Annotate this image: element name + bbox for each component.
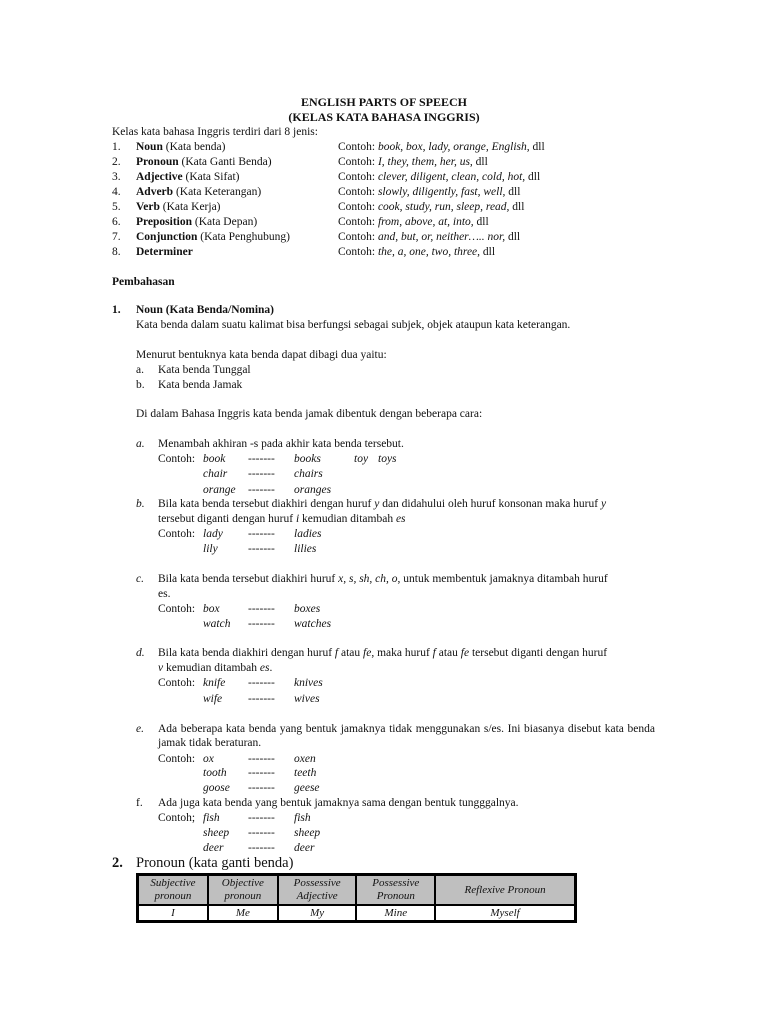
letter-v: v [158, 662, 164, 674]
letters: x, s, sh, ch, o [338, 573, 398, 585]
term-gloss: (Kata Ganti Benda) [178, 156, 272, 168]
suffix-es: es [395, 513, 406, 525]
plural-word: oranges [294, 484, 332, 496]
list-item-number: 5. [112, 201, 121, 213]
contoh-label: Contoh: [338, 216, 378, 228]
text: Bila kata benda diakhiri dengan huruf [158, 647, 335, 659]
plural-word: teeth [294, 767, 317, 779]
text: Bila kata benda tersebut diakhiri dengan huruf [158, 498, 375, 510]
term-gloss: (Kata Depan) [192, 216, 258, 228]
text: . [269, 662, 273, 674]
rule-letter: d. [136, 647, 145, 659]
plural-word: geese [294, 782, 320, 794]
term-bold: Pronoun [136, 156, 179, 168]
text: tersebut diganti dengan huruf [158, 513, 296, 525]
examples-text: slowly, diligently, fast, well, [377, 186, 506, 198]
dash-separator: ------- [248, 528, 275, 540]
examples-text: cook, study, run, sleep, read, [377, 201, 510, 213]
table-header-cell [138, 875, 208, 905]
dash-separator: ------- [248, 767, 275, 779]
singular-word: toy [354, 453, 369, 465]
text: atau [338, 647, 364, 659]
list-item-number: 8. [112, 246, 121, 258]
section-heading-pronoun: Pronoun (kata ganti benda) [136, 855, 294, 871]
contoh-label: Contoh; [158, 812, 196, 824]
singular-word: ox [203, 753, 214, 765]
plural-word: wives [294, 693, 320, 705]
dash-separator: ------- [248, 543, 275, 555]
table-header-cell [356, 875, 435, 905]
text: , maka huruf [371, 647, 433, 659]
list-item-term [136, 245, 193, 259]
singular-word: book [203, 453, 226, 465]
contoh-label: Contoh: [338, 231, 378, 243]
singular-word: sheep [203, 827, 230, 839]
term-bold: Adjective [136, 171, 183, 183]
term-bold: Preposition [136, 216, 193, 228]
dash-separator: ------- [248, 453, 275, 465]
plural-word: lilies [294, 543, 317, 555]
rule-text-continued [158, 661, 272, 675]
list-letter: a. [136, 364, 144, 376]
section-label-pembahasan: Pembahasan [112, 276, 175, 288]
term-bold: Adverb [136, 186, 174, 198]
plural-word: watches [294, 618, 332, 630]
list-item-term [136, 155, 272, 169]
dll-text: dll [509, 201, 525, 213]
rule-text: Ada juga kata benda yang bentuk jamaknya sama dengan bentuk tungggalnya. [158, 797, 519, 809]
table-cell: My [278, 905, 357, 921]
term-bold: Conjunction [136, 231, 198, 243]
dash-separator: ------- [248, 782, 275, 794]
plural-word: boxes [294, 603, 321, 615]
document-title: ENGLISH PARTS OF SPEECH [301, 95, 467, 109]
contoh-label: Contoh: [158, 753, 196, 765]
header-line: pronoun [154, 890, 192, 902]
rule-letter: e. [136, 723, 144, 735]
list-item-number: 6. [112, 216, 121, 228]
contoh-label: Contoh: [338, 141, 378, 153]
term-bold: Determiner [136, 246, 193, 258]
list-item-text: Kata benda Tunggal [158, 364, 251, 376]
section-number: 2. [112, 855, 123, 871]
header-line: Objective [221, 877, 264, 889]
text: atau [435, 647, 461, 659]
dash-separator: ------- [248, 693, 275, 705]
table-header-row [138, 875, 575, 905]
list-item-examples [338, 245, 495, 259]
contoh-label: Contoh: [158, 528, 196, 540]
rule-text: Ada beberapa kata benda yang bentuk jamaknya tidak menggunakan s/es. Ini biasanya disebut kata benda jamak tidak beraturan. [158, 723, 655, 749]
list-item-examples [338, 230, 520, 244]
letter-y: y [600, 498, 607, 510]
singular-word: fish [203, 812, 220, 824]
plural-word: oxen [294, 753, 316, 765]
list-item-examples [338, 215, 489, 229]
header-line: Adjective [296, 890, 338, 902]
examples-text: and, but, or, neither….. nor, [377, 231, 506, 243]
text: dan didahului oleh huruf konsonan maka huruf [379, 498, 601, 510]
list-item-text: Kata benda Jamak [158, 379, 243, 391]
examples-text: book, box, lady, orange, English, [377, 141, 530, 153]
contoh-label: Contoh: [338, 246, 378, 258]
contoh-label: Contoh: [338, 201, 378, 213]
dll-text: dll [480, 246, 496, 258]
list-item-examples [338, 170, 540, 184]
dll-text: dll [529, 141, 545, 153]
singular-word: tooth [203, 767, 227, 779]
header-line: Possessive [372, 877, 420, 889]
plural-word: books [294, 453, 321, 465]
dash-separator: ------- [248, 827, 275, 839]
table-cell: I [138, 905, 208, 921]
contoh-label: Contoh: [338, 171, 378, 183]
list-item-term [136, 170, 239, 184]
dll-text: dll [472, 156, 488, 168]
header-line: Possessive [293, 877, 341, 889]
contoh-label: Contoh: [158, 453, 196, 465]
list-item-number: 2. [112, 156, 121, 168]
table-header-cell [435, 875, 575, 905]
singular-word: watch [203, 618, 231, 630]
rule-text-continued [158, 512, 406, 526]
list-item-number: 3. [112, 171, 121, 183]
dash-separator: ------- [248, 812, 275, 824]
dash-separator: ------- [248, 618, 275, 630]
rule-text [158, 497, 655, 511]
header-line: Reflexive Pronoun [464, 883, 546, 896]
singular-word: deer [203, 842, 224, 854]
contoh-label: Contoh: [158, 677, 196, 689]
singular-word: lady [203, 528, 223, 540]
singular-word: box [203, 603, 220, 615]
letter-y: y [374, 498, 380, 510]
plural-word: knives [294, 677, 323, 689]
term-gloss: (Kata Keterangan) [173, 186, 262, 198]
rule-text: Menambah akhiran -s pada akhir kata benda tersebut. [158, 438, 404, 450]
rule-text-continued: es. [158, 588, 171, 600]
letter-f: f [432, 647, 436, 659]
section-number: 1. [112, 304, 121, 316]
dll-text: dll [525, 171, 541, 183]
list-item-term [136, 185, 261, 199]
rule-letter: a. [136, 438, 145, 450]
dll-text: dll [505, 186, 521, 198]
letters-fe: fe [460, 647, 470, 659]
list-item-examples [338, 155, 488, 169]
rule-text [158, 572, 608, 586]
list-item-examples [338, 200, 524, 214]
text: Bila kata benda tersebut diakhiri huruf [158, 573, 339, 585]
intro-text: Kelas kata bahasa Inggris terdiri dari 8 jenis: [112, 126, 318, 138]
contoh-label: Contoh: [338, 186, 378, 198]
contoh-label: Contoh: [158, 603, 196, 615]
term-gloss: (Kata Sifat) [182, 171, 240, 183]
examples-text: I, they, them, her, us, [377, 156, 473, 168]
singular-word: orange [203, 484, 236, 496]
section-heading-noun: Noun (Kata Benda/Nomina) [136, 304, 275, 316]
rule-letter: f. [136, 797, 143, 809]
term-bold: Noun [136, 141, 163, 153]
list-item-term [136, 200, 221, 214]
examples-text: from, above, at, into, [377, 216, 474, 228]
dash-separator: ------- [248, 753, 275, 765]
table-cell: Myself [435, 905, 575, 921]
list-item-term [136, 230, 290, 244]
list-item-term [136, 140, 225, 154]
table-cell: Mine [356, 905, 435, 921]
plural-word: toys [378, 453, 397, 465]
text: , untuk membentuk jamaknya ditambah huruf [397, 573, 608, 585]
header-line: Subjective [150, 877, 196, 889]
plural-word: sheep [294, 827, 321, 839]
term-gloss: (Kata benda) [162, 141, 226, 153]
table-cell: Me [208, 905, 278, 921]
letters-fe: fe [363, 647, 372, 659]
rule-text [158, 646, 607, 660]
term-bold: Verb [136, 201, 160, 213]
dash-separator: ------- [248, 677, 275, 689]
list-item-examples [338, 140, 545, 154]
singular-word: goose [203, 782, 230, 794]
text: kemudian ditambah [163, 662, 260, 674]
rule-letter: c. [136, 573, 144, 585]
examples-text: the, a, one, two, three, [377, 246, 481, 258]
plural-word: deer [294, 842, 315, 854]
table-header-cell [278, 875, 357, 905]
dash-separator: ------- [248, 842, 275, 854]
plural-word: ladies [294, 528, 322, 540]
dll-text: dll [505, 231, 521, 243]
list-item-number: 1. [112, 141, 121, 153]
singular-word: chair [203, 468, 228, 480]
term-gloss: (Kata Kerja) [159, 201, 221, 213]
plural-word: fish [294, 812, 311, 824]
dash-separator: ------- [248, 468, 275, 480]
suffix-es: es [259, 662, 270, 674]
list-item-number: 7. [112, 231, 121, 243]
table-row [138, 905, 575, 921]
letter-f: f [334, 647, 339, 659]
singular-word: lily [203, 543, 218, 555]
dll-text: dll [473, 216, 489, 228]
paragraph: Di dalam Bahasa Inggris kata benda jamak dibentuk dengan beberapa cara: [136, 408, 483, 420]
header-line: pronoun [224, 890, 262, 902]
contoh-label: Contoh: [338, 156, 378, 168]
list-letter: b. [136, 379, 145, 391]
list-item-examples [338, 185, 520, 199]
dash-separator: ------- [248, 603, 275, 615]
header-line: Pronoun [376, 890, 415, 902]
letter-i: i [295, 513, 300, 525]
singular-word: wife [203, 693, 223, 705]
paragraph: Kata benda dalam suatu kalimat bisa berfungsi sebagai subjek, objek ataupun kata keterangan. [136, 319, 571, 331]
text: tersebut diganti dengan huruf [469, 647, 608, 659]
dash-separator: ------- [248, 484, 275, 496]
singular-word: knife [203, 677, 226, 689]
table-header-cell [208, 875, 278, 905]
paragraph: Menurut bentuknya kata benda dapat dibagi dua yaitu: [136, 349, 387, 361]
document-subtitle: (KELAS KATA BAHASA INGGRIS) [288, 110, 480, 124]
term-gloss: (Kata Penghubung) [197, 231, 290, 243]
list-item-term [136, 215, 257, 229]
list-item-number: 4. [112, 186, 121, 198]
pronoun-table [136, 873, 577, 923]
examples-text: clever, diligent, clean, cold, hot, [377, 171, 526, 183]
plural-word: chairs [294, 468, 323, 480]
text: kemudian ditambah [299, 513, 396, 525]
rule-letter: b. [136, 498, 145, 510]
